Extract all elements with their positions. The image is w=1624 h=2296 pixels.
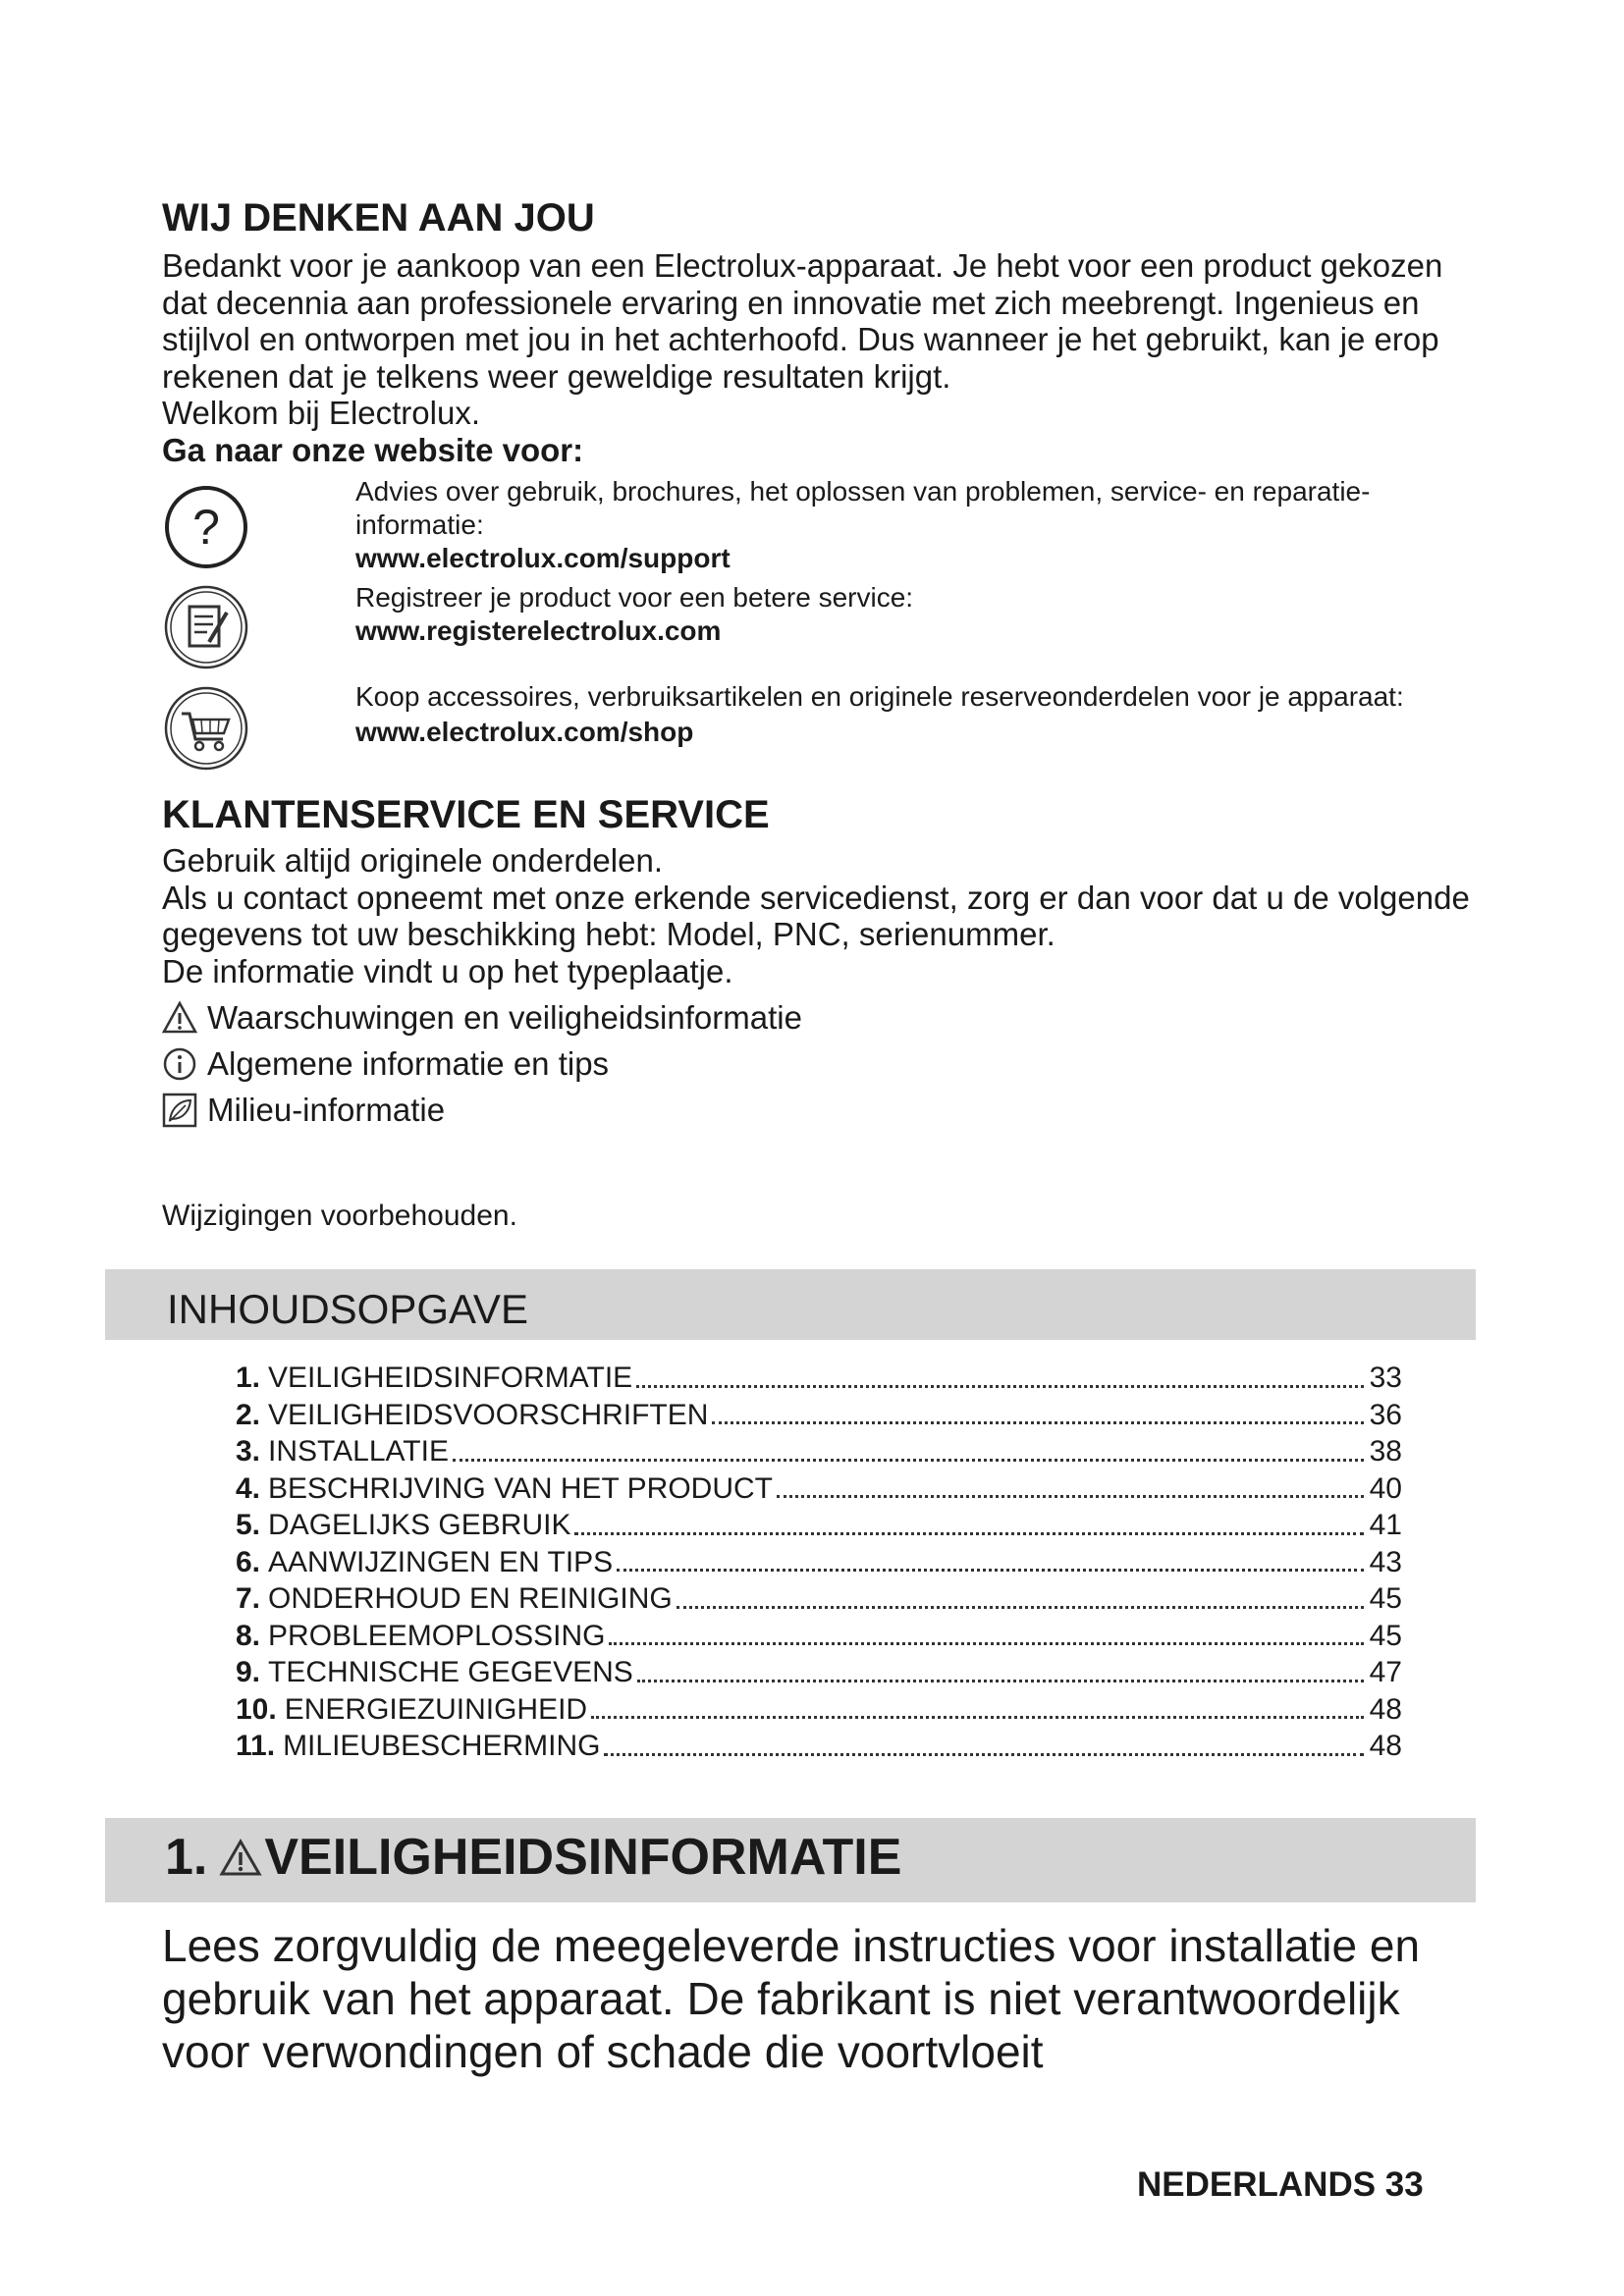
- link-support: [355, 475, 1485, 575]
- link-register: [355, 581, 1485, 648]
- legend-warning: [162, 998, 802, 1038]
- welcome-heading: WIJ DENKEN AAN JOU: [162, 196, 595, 240]
- toc-item-number: 1.: [236, 1362, 261, 1394]
- section-1-number: 1.: [165, 1829, 208, 1886]
- leaf-icon: [162, 1093, 197, 1128]
- toc-item[interactable]: [236, 1433, 1402, 1470]
- toc-dot-leader: [677, 1606, 1364, 1609]
- toc-item-label: ENERGIEZUINIGHEID: [284, 1692, 588, 1726]
- toc-dot-leader: [617, 1569, 1363, 1572]
- toc-item[interactable]: [236, 1580, 1402, 1618]
- toc-item-number: 9.: [236, 1656, 261, 1688]
- toc-dot-leader: [636, 1385, 1363, 1388]
- toc-item[interactable]: [236, 1691, 1402, 1729]
- toc-dot-leader: [609, 1642, 1363, 1645]
- link-support-text: Advies over gebruik, brochures, het oplossen van problemen, service- en reparatie-informatie:: [355, 476, 1371, 540]
- toc-item-label: VEILIGHEIDSINFORMATIE: [268, 1362, 633, 1394]
- toc-item[interactable]: [236, 1654, 1402, 1691]
- link-shop-text: Koop accessoires, verbruiksartikelen en originele reserveonderdelen voor je apparaat:: [355, 681, 1404, 712]
- website-prompt: Ga naar onze website voor:: [162, 431, 584, 468]
- toc-dot-leader: [453, 1459, 1364, 1462]
- toc-item-page: 48: [1369, 1692, 1402, 1726]
- shopping-cart-icon: [162, 684, 250, 773]
- changes-note: Wijzigingen voorbehouden.: [162, 1200, 517, 1232]
- toc-dot-leader: [574, 1532, 1363, 1535]
- welcome-paragraph: Bedankt voor je aankoop van een Electrolux-apparaat. Je hebt voor een product gekozen dat decennia aan professionele ervaring en innovatie met zich meebrengt. Ingenieus en stijlvol en ontworpen met jou in het achterhoofd. Dus wanneer je het gebruikt, kan je erop rekenen dat je telkens weer geweldige resultaten krijgt.: [162, 247, 1443, 395]
- toc-item-page: 36: [1369, 1398, 1402, 1431]
- link-register-url[interactable]: www.registerelectrolux.com: [355, 615, 722, 646]
- welcome-text: [162, 247, 1488, 468]
- toc-item-page: 43: [1369, 1545, 1402, 1578]
- legend-environment: [162, 1091, 445, 1130]
- toc-item-page: 41: [1369, 1509, 1402, 1541]
- link-register-text: Registreer je product voor een betere service:: [355, 582, 914, 613]
- link-shop-url[interactable]: www.electrolux.com/shop: [355, 717, 694, 747]
- toc-item-label: ONDERHOUD EN REINIGING: [268, 1582, 673, 1615]
- legend-environment-label: Milieu-informatie: [207, 1092, 446, 1128]
- toc-item-label: DAGELIJKS GEBRUIK: [268, 1509, 571, 1541]
- svg-text:?: ?: [192, 500, 220, 555]
- toc-title: INHOUDSOPGAVE: [167, 1286, 528, 1332]
- toc-item-label: PROBLEEMOPLOSSING: [268, 1619, 606, 1652]
- toc-item-page: 38: [1369, 1435, 1402, 1468]
- welcome-line: Welkom bij Electrolux.: [162, 395, 480, 431]
- toc-item[interactable]: [236, 1360, 1402, 1397]
- legend-warning-label: Waarschuwingen en veiligheidsinformatie: [207, 999, 802, 1036]
- toc-item[interactable]: [236, 1728, 1402, 1765]
- service-line-2: Als u contact opneemt met onze erkende servicedienst, zorg er dan voor dat u de volgende gegevens tot uw beschikking hebt: Model, PNC, serienummer.: [162, 879, 1470, 952]
- link-support-url[interactable]: www.electrolux.com/support: [355, 543, 731, 573]
- toc-item-number: 4.: [236, 1471, 261, 1505]
- legend-info: [162, 1044, 609, 1084]
- warning-icon: [162, 1000, 197, 1036]
- toc-item-label: AANWIJZINGEN EN TIPS: [268, 1545, 614, 1578]
- toc-item-page: 33: [1369, 1362, 1402, 1394]
- info-icon: [162, 1046, 197, 1082]
- legend-info-label: Algemene informatie en tips: [207, 1045, 610, 1082]
- toc-item-number: 8.: [236, 1619, 261, 1652]
- toc-item-page: 45: [1369, 1619, 1402, 1652]
- section-1-label: VEILIGHEIDSINFORMATIE: [264, 1829, 902, 1886]
- toc-dot-leader: [637, 1680, 1364, 1682]
- toc-item-number: 5.: [236, 1509, 261, 1541]
- section-1-title: [165, 1828, 901, 1887]
- toc-item-label: MILIEUBESCHERMING: [283, 1730, 601, 1762]
- toc-item-page: 48: [1369, 1730, 1402, 1762]
- toc-item-page: 45: [1369, 1582, 1402, 1615]
- toc-item[interactable]: [236, 1470, 1402, 1508]
- toc-item-number: 2.: [236, 1398, 261, 1431]
- service-line-1: Gebruik altijd originele onderdelen.: [162, 842, 663, 879]
- page-footer: NEDERLANDS 33: [1137, 2165, 1424, 2204]
- toc-item[interactable]: [236, 1397, 1402, 1434]
- toc-item[interactable]: [236, 1618, 1402, 1655]
- toc-item-label: INSTALLATIE: [268, 1435, 449, 1468]
- toc-item-number: 10.: [236, 1692, 277, 1726]
- service-heading: KLANTENSERVICE EN SERVICE: [162, 793, 770, 836]
- service-line-3: De informatie vindt u op het typeplaatje.: [162, 952, 733, 989]
- toc-list: [236, 1360, 1402, 1765]
- toc-item[interactable]: [236, 1544, 1402, 1581]
- register-icon: [162, 583, 250, 671]
- service-text: [162, 842, 1488, 989]
- toc-item-label: TECHNISCHE GEGEVENS: [268, 1656, 633, 1688]
- question-icon: [162, 483, 250, 571]
- toc-dot-leader: [604, 1753, 1363, 1756]
- toc-item-number: 7.: [236, 1582, 261, 1615]
- warning-icon: [219, 1838, 262, 1877]
- toc-item-number: 6.: [236, 1545, 261, 1578]
- toc-item[interactable]: [236, 1507, 1402, 1544]
- link-shop: [355, 680, 1485, 749]
- toc-dot-leader: [712, 1421, 1363, 1424]
- toc-item-page: 47: [1369, 1656, 1402, 1688]
- section-1-lead: Lees zorgvuldig de meegeleverde instructies voor installatie en gebruik van het apparaat. De fabrikant is niet verantwoordelijk voor verwondingen of schade die voortvloeit: [162, 1920, 1421, 2077]
- toc-dot-leader: [777, 1495, 1364, 1498]
- toc-item-label: BESCHRIJVING VAN HET PRODUCT: [268, 1471, 773, 1505]
- toc-item-page: 40: [1369, 1471, 1402, 1505]
- toc-item-number: 3.: [236, 1435, 261, 1468]
- toc-item-number: 11.: [236, 1730, 276, 1762]
- toc-item-label: VEILIGHEIDSVOORSCHRIFTEN: [268, 1398, 709, 1431]
- toc-dot-leader: [591, 1716, 1364, 1719]
